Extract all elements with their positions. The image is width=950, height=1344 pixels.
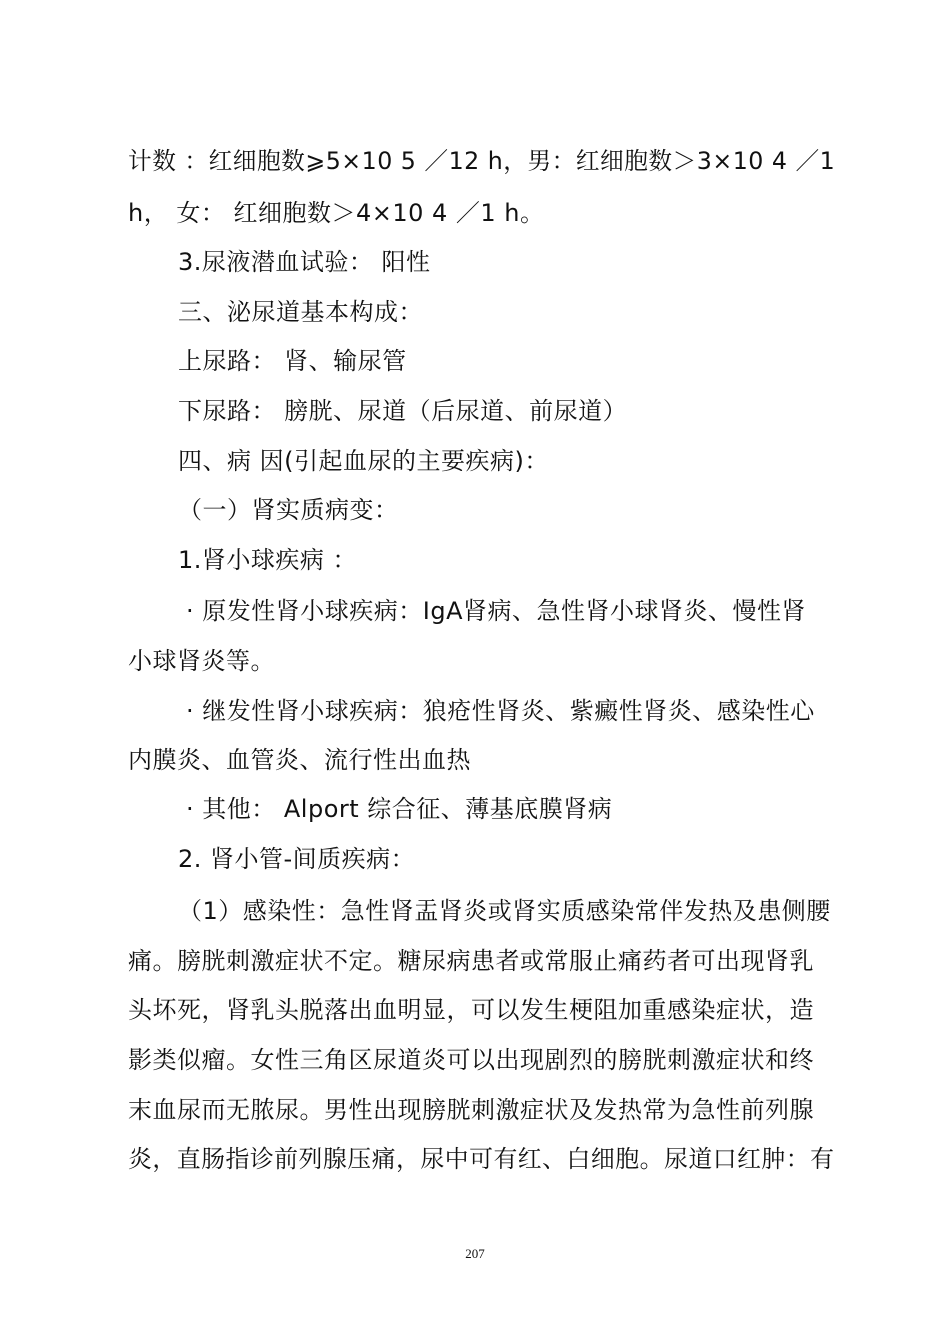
text-line: 3.尿液潜血试验： 阳性 [178, 248, 431, 276]
text-line: 2. 肾小管-间质疾病： [178, 845, 416, 873]
page-number: 207 [465, 1246, 485, 1261]
text-line: 头坏死，肾乳头脱落出血明显，可以发生梗阻加重感染症状，造 [128, 996, 814, 1024]
text-line: （一）肾实质病变： [178, 496, 399, 524]
text-line: 四、病 因(引起血尿的主要疾病)： [178, 447, 549, 475]
text-line: 计数 ：红细胞数⩾5×10 5 ／12 h，男：红细胞数＞3×10 4 ／1 [128, 147, 836, 175]
text-line: 痛。膀胱刺激症状不定。糖尿病患者或常服止痛药者可出现肾乳 [128, 947, 814, 975]
list-item: · 其他： Alport 综合征、薄基底膜肾病 [186, 795, 613, 823]
text-line: 炎，直肠指诊前列腺压痛，尿中可有红、白细胞。尿道口红肿：有 [128, 1145, 835, 1173]
text-line: 内膜炎、血管炎、流行性出血热 [128, 746, 471, 774]
text-line: 1.肾小球疾病 ： [178, 546, 358, 574]
text-line: 上尿路： 肾、输尿管 [178, 347, 407, 375]
text-line: 三、泌尿道基本构成： [178, 298, 423, 326]
text-line: 末血尿而无脓尿。男性出现膀胱刺激症状及发热常为急性前列腺 [128, 1096, 814, 1124]
text-line: h， 女： 红细胞数＞4×10 4 ／1 h。 [128, 199, 545, 227]
list-item: · 继发性肾小球疾病：狼疮性肾炎、紫癜性肾炎、感染性心 [186, 697, 815, 725]
text-line: 小球肾炎等。 [128, 647, 275, 675]
text-line: （1）感染性：急性肾盂肾炎或肾实质感染常伴发热及患侧腰 [178, 897, 831, 925]
text-line: 下尿路： 膀胱、尿道（后尿道、前尿道） [178, 397, 628, 425]
text-line: 影类似瘤。女性三角区尿道炎可以出现剧烈的膀胱刺激症状和终 [128, 1046, 814, 1074]
list-item: · 原发性肾小球疾病：IgA肾病、急性肾小球肾炎、慢性肾 [186, 597, 806, 625]
